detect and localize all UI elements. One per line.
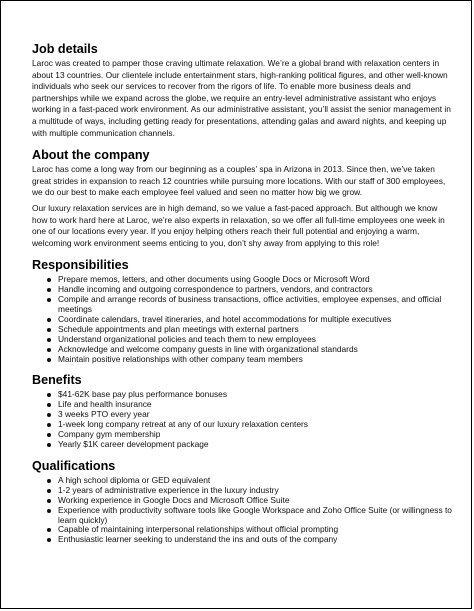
job-details-paragraph: Laroc was created to pamper those craving ultimate relaxation. We’re a global brand with relaxation centers in about 13 countries. Our clientele include entertainment stars, high-ranking political figures, and other well-known individuals who seek our services to recover from the rigors of life. To enable more business deals and partnerships while we expand across the globe, we require an entry-level administrative assistant who enjoys working in a fast-paced work environment. As our administrative assistant, you’ll assist the senior management in a multitude of ways, including getting ready for presentations, attending galas and award nights, and keeping up with multiple communication channels. bbox=[32, 58, 451, 138]
list-item: Life and health insurance bbox=[47, 400, 452, 410]
list-item: Enthusiastic learner seeking to understand the ins and outs of the company bbox=[47, 535, 452, 545]
section-benefits bbox=[32, 373, 452, 449]
about-paragraph-2: Our luxury relaxation services are in high demand, so we value a fast-paced approach. But although we know how to work hard here at Laroc, we’re also experts in relaxation, so we offer all full-time employees one week in one of our locations every year. If you enjoy helping others reach their full potential and enjoying a warm, welcoming work environment seems enticing to you, don’t shy away from applying to this role! bbox=[32, 202, 445, 248]
about-paragraph-1: Laroc has come a long way from our beginning as a couples’ spa in Arizona in 2013. Since then, we’ve taken great strides in expansion to reach 12 countries while pursuing more locations. With our staff of 300 employees, we do our best to make each employee feel valued and seen no matter how big we grow. bbox=[32, 164, 446, 198]
list-item: 3 weeks PTO every year bbox=[47, 410, 452, 420]
list-item: Maintain positive relationships with other company team members bbox=[47, 355, 452, 365]
list-item: Schedule appointments and plan meetings with external partners bbox=[47, 325, 452, 335]
section-about-company bbox=[32, 148, 452, 249]
section-responsibilities bbox=[32, 258, 452, 364]
about-company-heading: About the company bbox=[32, 148, 150, 163]
list-item: Capable of maintaining interpersonal relationships without official prompting bbox=[47, 525, 452, 535]
benefits-heading: Benefits bbox=[32, 373, 82, 388]
job-details-heading: Job details bbox=[32, 42, 98, 56]
responsibilities-list bbox=[32, 275, 452, 364]
list-item: Yearly $1K career development package bbox=[47, 440, 452, 450]
list-item: Working experience in Google Docs and Microsoft Office Suite bbox=[47, 496, 452, 506]
list-item: 1-2 years of administrative experience in the luxury industry bbox=[47, 486, 452, 496]
list-item: Experience with productivity software tools like Google Workspace and Zoho Office Suite (or willingness to learn quickly) bbox=[47, 506, 452, 526]
section-qualifications bbox=[32, 459, 452, 545]
document-content bbox=[32, 42, 452, 554]
list-item: Understand organizational policies and teach them to new employees bbox=[47, 335, 452, 345]
qualifications-heading: Qualifications bbox=[32, 458, 116, 473]
responsibilities-heading: Responsibilities bbox=[32, 258, 129, 273]
list-item: A high school diploma or GED equivalent bbox=[47, 476, 452, 486]
benefits-list bbox=[32, 390, 452, 449]
qualifications-list bbox=[32, 476, 452, 545]
list-item: Coordinate calendars, travel itineraries, and hotel accommodations for multiple executives bbox=[47, 315, 452, 325]
section-job-details bbox=[32, 42, 452, 139]
list-item: Company gym membership bbox=[47, 430, 452, 440]
list-item: Handle incoming and outgoing correspondence to partners, vendors, and contractors bbox=[47, 285, 452, 295]
list-item: Acknowledge and welcome company guests in line with organizational standards bbox=[47, 345, 452, 355]
list-item: Prepare memos, letters, and other documents using Google Docs or Microsoft Word bbox=[47, 275, 452, 285]
list-item: Compile and arrange records of business transactions, office activities, employee expenses, and official meetings bbox=[47, 295, 452, 315]
list-item: 1-week long company retreat at any of our luxury relaxation centers bbox=[47, 420, 452, 430]
list-item: $41-62K base pay plus performance bonuses bbox=[47, 390, 452, 400]
